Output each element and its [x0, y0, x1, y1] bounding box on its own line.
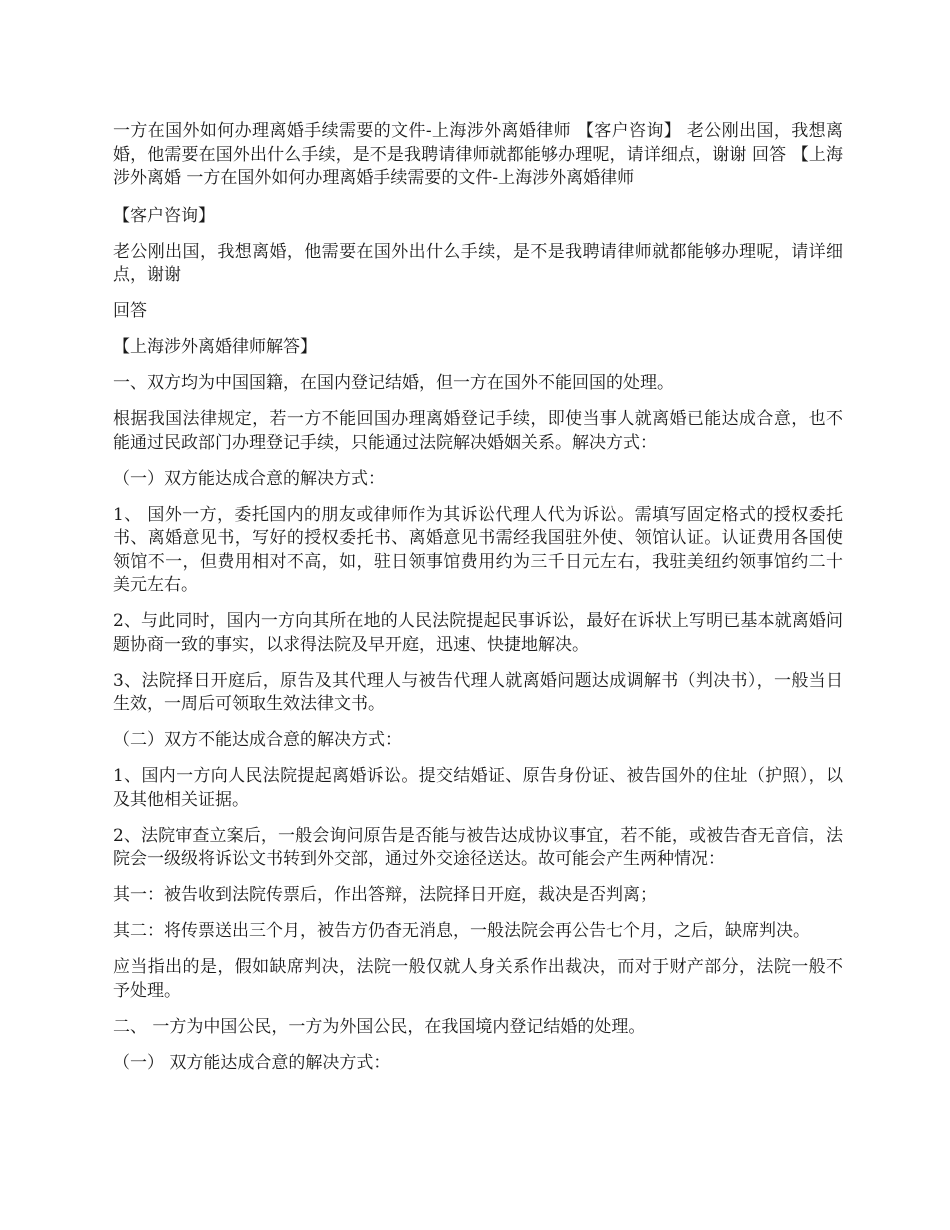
part-two-heading: 二、 一方为中国公民，一方为外国公民，在我国境内登记结婚的处理。 — [113, 1016, 646, 1037]
answer-label: 回答 — [113, 301, 147, 321]
section-heading-client-consultation: 【客户咨询】 — [113, 205, 215, 226]
subsection-heading-no-agreement: （二）双方不能达成合意的解决方式： — [113, 730, 402, 750]
step-paragraph: 2、法院审查立案后，一般会询问原告是否能与被告达成协议事宜，若不能，或被告杳无音信，法院会一级级将诉讼文书转到外交部，通过外交途径送达。故可能会产生两种情况： — [113, 825, 843, 869]
case-paragraph: 其一：被告收到法院传票后，作出答辩，法院择日开庭，裁决是否判离； — [113, 885, 657, 905]
subsection-heading-agreement: （一）双方能达成合意的解决方式： — [113, 468, 385, 489]
step-paragraph: 1、 国外一方，委托国内的朋友或律师作为其诉讼代理人代为诉讼。需填写固定格式的授权委托书、离婚意见书，写好的授权委托书、离婚意见书需经我国驻外使、领馆认证。认证费用各国使领馆不一，但费用相对不高，如，驻日领事馆费用约为三千日元左右，我驻美纽约领事馆约二十美元左右。 — [113, 504, 843, 595]
step-paragraph: 2、与此同时，国内一方向其所在地的人民法院提起民事诉讼，最好在诉状上写明已基本就离婚问题协商一致的事实，以求得法院及早开庭，迅速、快捷地解决。 — [113, 611, 843, 655]
document-body — [113, 120, 843, 1088]
intro-paragraph: 一方在国外如何办理离婚手续需要的文件-上海涉外离婚律师 【客户咨询】 老公刚出国，我想离婚，他需要在国外出什么手续，是不是我聘请律师就都能够办理呢，请详细点，谢谢 回答 【上海涉外离婚 一方在国外如何办理离婚手续需要的文件-上海涉外离婚律师 — [113, 121, 843, 188]
section-heading-lawyer-answer: 【上海涉外离婚律师解答】 — [113, 337, 317, 357]
part-one-heading: 一、双方均为中国国籍，在国内登记结婚，但一方在国外不能回国的处理。 — [113, 373, 674, 393]
step-paragraph: 3、法院择日开庭后，原告及其代理人与被告代理人就离婚问题达成调解书（判决书），一般当日生效，一周后可领取生效法律文书。 — [113, 670, 843, 714]
note-paragraph: 应当指出的是，假如缺席判决，法院一般仅就人身关系作出裁决，而对于财产部分，法院一般不予处理。 — [113, 957, 843, 1001]
case-paragraph: 其二：将传票送出三个月，被告方仍杳无消息，一般法院会再公告七个月，之后，缺席判决。 — [113, 921, 810, 941]
subsection-heading-agreement: （一） 双方能达成合意的解决方式： — [113, 1052, 391, 1073]
step-paragraph: 1、国内一方向人民法院提起离婚诉讼。提交结婚证、原告身份证、被告国外的住址（护照），以及其他相关证据。 — [113, 766, 843, 810]
legal-basis-paragraph: 根据我国法律规定，若一方不能回国办理离婚登记手续，即使当事人就离婚已能达成合意，也不能通过民政部门办理登记手续，只能通过法院解决婚姻关系。解决方式： — [113, 409, 843, 453]
client-question-paragraph: 老公刚出国，我想离婚，他需要在国外出什么手续，是不是我聘请律师就都能够办理呢，请详细点，谢谢 — [113, 241, 843, 285]
